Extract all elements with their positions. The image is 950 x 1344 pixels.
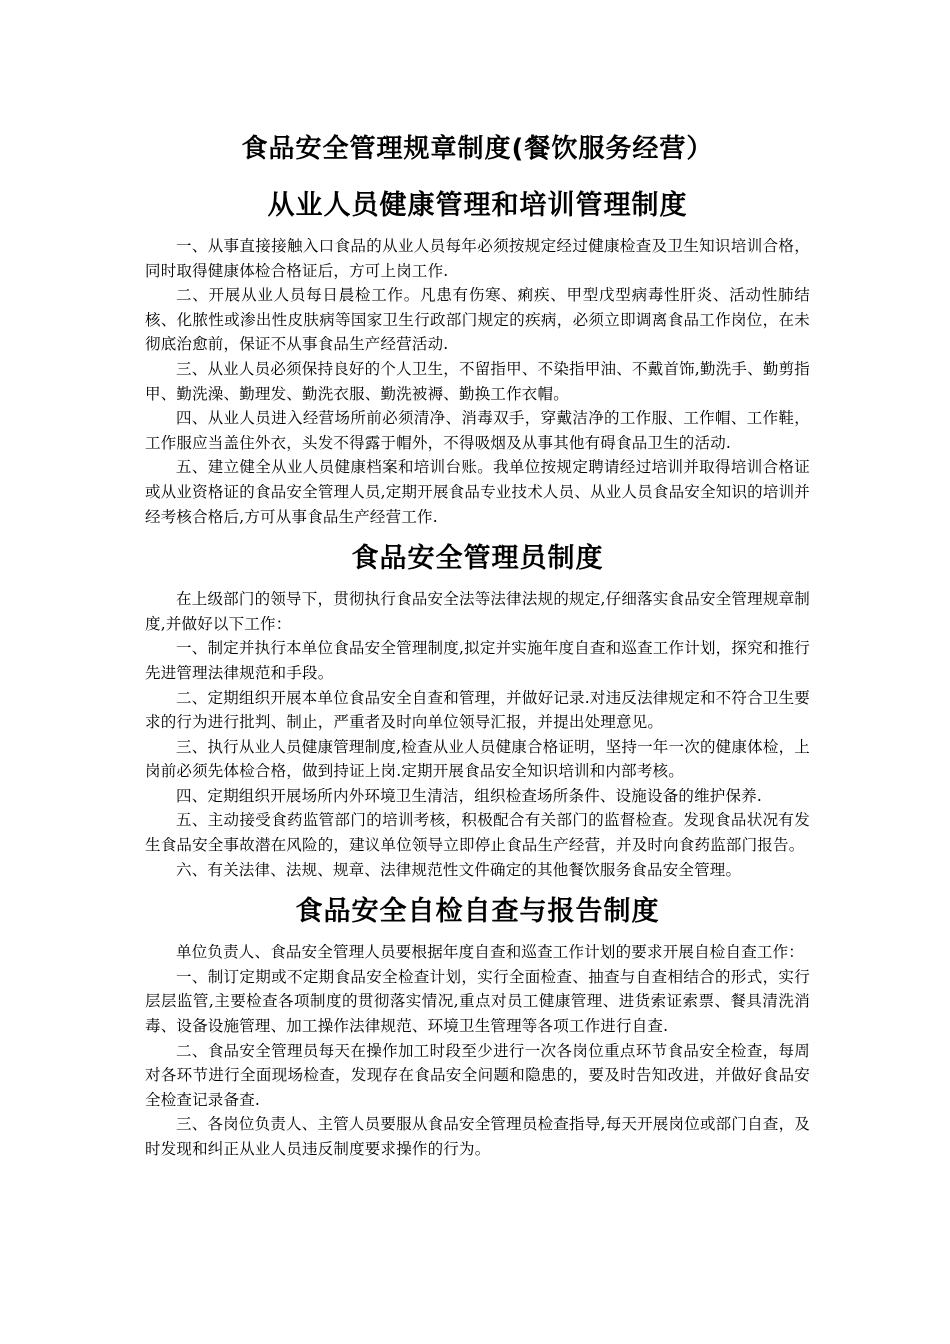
paragraph: 五、主动接受食药监管部门的培训考核，积极配合有关部门的监督检查。发现食品状况有发生食品安全事故潜在风险的，建议单位领导立即停止食品生产经营，并及时向食药监部门报告。 bbox=[145, 811, 810, 855]
paragraph: 二、开展从业人员每日晨检工作。凡患有伤寒、痢疾、甲型戊型病毒性肝炎、活动性肺结核、化脓性或渗出性皮肤病等国家卫生行政部门规定的疾病，必须立即调离食品工作岗位，在未彻底治愈前，保证不从事食品生产经营活动. bbox=[145, 286, 810, 354]
paragraph: 四、定期组织开展场所内外环境卫生清洁，组织检查场所条件、设施设备的维护保养. bbox=[176, 786, 763, 805]
document-title: 食品安全管理规章制度(餐饮服务经营） bbox=[241, 134, 714, 164]
section-heading: 食品安全自检自查与报告制度 bbox=[295, 896, 660, 928]
paragraph: 三、从业人员必须保持良好的个人卫生，不留指甲、不染指甲油、不戴首饰,勤洗手、勤剪指甲、勤洗澡、勤理发、勤洗衣服、勤洗被褥、勤换工作衣帽。 bbox=[145, 359, 810, 403]
paragraph: 五、建立健全从业人员健康档案和培训台账。我单位按规定聘请经过培训并取得培训合格证或从业资格证的食品安全管理人员,定期开展食品专业技术人员、从业人员食品安全知识的培训并经考核合格后,方可从事食品生产经营工作. bbox=[145, 458, 810, 526]
section-self-inspection bbox=[145, 888, 810, 1161]
paragraph: 一、从事直接接触入口食品的从业人员每年必须按规定经过健康检查及卫生知识培训合格，同时取得健康体检合格证后，方可上岗工作. bbox=[145, 237, 810, 280]
paragraph: 三、执行从业人员健康管理制度,检查从业人员健康合格证明，坚持一年一次的健康体检，上岗前必须先体检合格，做到持证上岗.定期开展食品安全知识培训和内部考核。 bbox=[145, 737, 810, 781]
section-safety-manager bbox=[145, 535, 810, 882]
section-heading: 从业人员健康管理和培训管理制度 bbox=[267, 190, 688, 221]
paragraph: 在上级部门的领导下，贯彻执行食品安全法等法律法规的规定,仔细落实食品安全管理规章制度,并做好以下工作： bbox=[145, 590, 810, 633]
section-health-training bbox=[145, 182, 810, 529]
paragraph: 三、各岗位负责人、主管人员要服从食品安全管理员检查指导,每天开展岗位或部门自查，及时发现和纠正从业人员违反制度要求操作的行为。 bbox=[145, 1115, 810, 1158]
paragraph: 一、制定并执行本单位食品安全管理制度,拟定并实施年度自查和巡查工作计划，探究和推行先进管理法律规范和手段。 bbox=[145, 639, 810, 682]
paragraph: 四、从业人员进入经营场所前必须清净、消毒双手，穿戴洁净的工作服、工作帽、工作鞋，工作服应当盖住外衣，头发不得露于帽外，不得吸烟及从事其他有碍食品卫生的活动. bbox=[145, 409, 810, 452]
paragraph: 六、有关法律、法规、规章、法律规范性文件确定的其他餐饮服务食品安全管理。 bbox=[176, 860, 742, 879]
paragraph: 二、食品安全管理员每天在操作加工时段至少进行一次各岗位重点环节食品安全检查，每周对各环节进行全面现场检查，发现存在食品安全问题和隐患的，要及时告知改进，并做好食品安全检查记录备查. bbox=[145, 1041, 810, 1109]
paragraph: 一、制订定期或不定期食品安全检查计划，实行全面检查、抽查与自查相结合的形式，实行层层监管,主要检查各项制度的贯彻落实情况,重点对员工健康管理、进货索证索票、餐具清洗消毒、设备设施管理、加工操作法律规范、环境卫生管理等各项工作进行自查. bbox=[145, 967, 810, 1036]
section-heading: 食品安全管理员制度 bbox=[351, 543, 604, 575]
paragraph: 单位负责人、食品安全管理人员要根据年度自查和巡查工作计划的要求开展自检自查工作： bbox=[176, 943, 805, 962]
paragraph: 二、定期组织开展本单位食品安全自查和管理，并做好记录.对违反法律规定和不符合卫生要求的行为进行批判、制止，严重者及时向单位领导汇报，并提出处理意见。 bbox=[145, 688, 810, 732]
